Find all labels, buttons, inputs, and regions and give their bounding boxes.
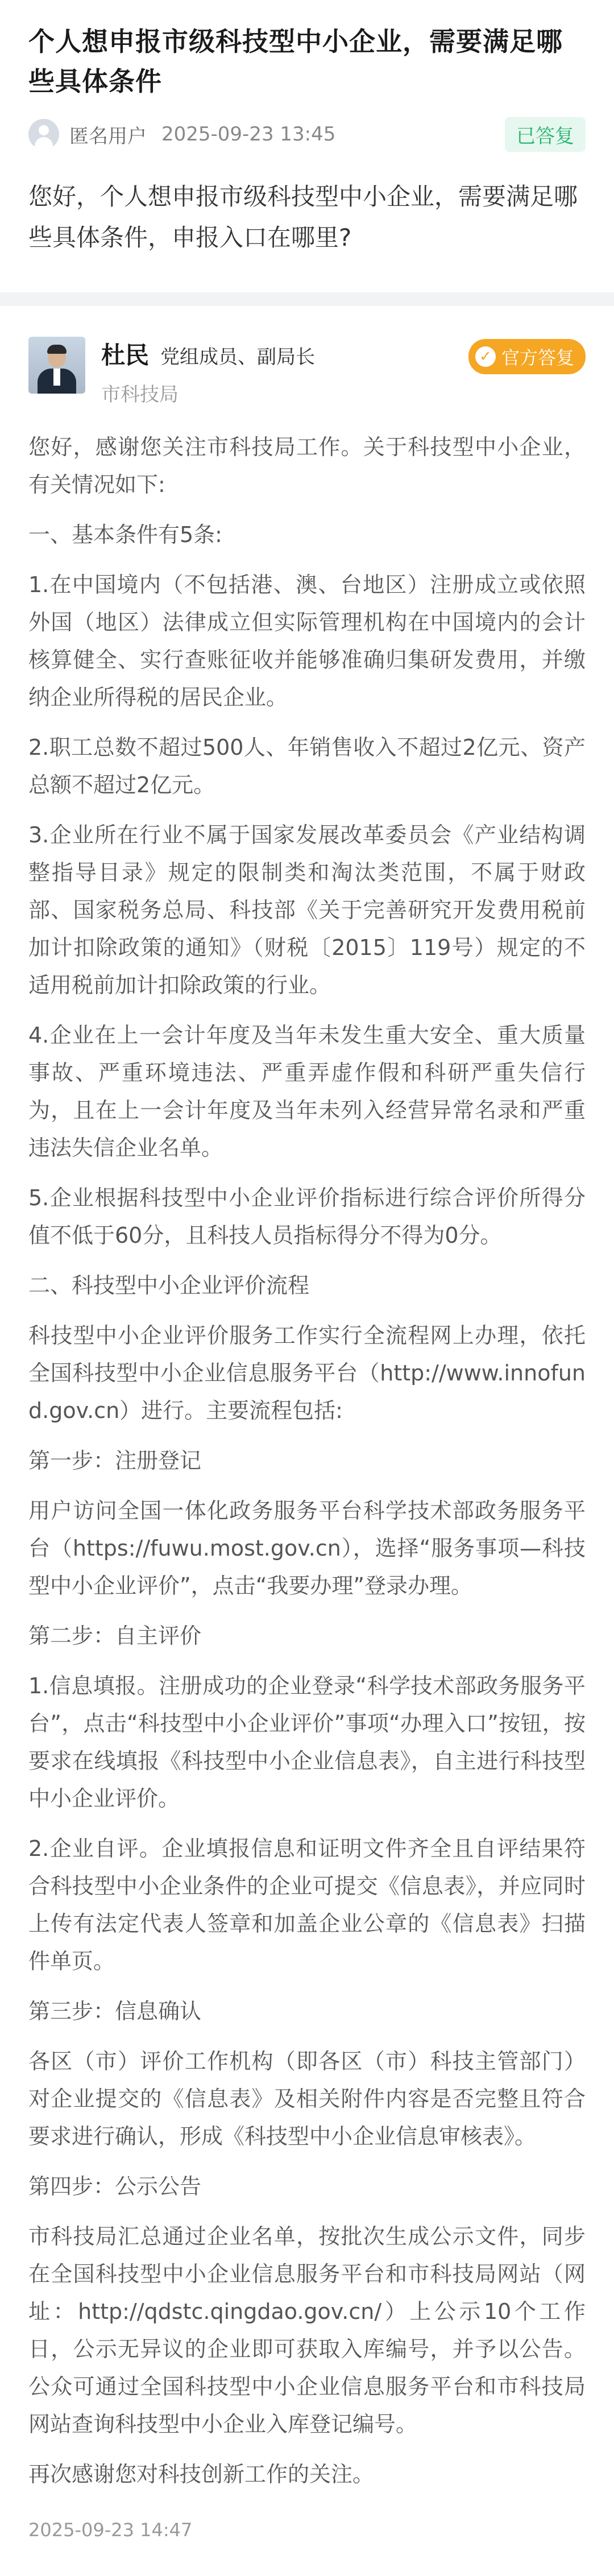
status-badge: 已答复 <box>505 117 586 152</box>
answer-paragraph: 一、基本条件有5条: <box>28 522 222 547</box>
official-badge-label: 官方答复 <box>501 347 574 369</box>
answer-paragraph: 5.企业根据科技型中小企业评价指标进行综合评价所得分值不低于60分，且科技人员指标得分不得为0分。 <box>28 1185 586 1248</box>
answer-paragraph: 科技型中小企业评价服务工作实行全流程网上办理，依托全国科技型中小企业信息服务平台（http://www.innofund.gov.cn）进行。主要流程包括: <box>28 1323 586 1423</box>
answer-paragraph: 4.企业在上一会计年度及当年未发生重大安全、重大质量事故、严重环境违法、严重弄虚作假和科研严重失信行为，且在上一会计年度及当年未列入经营异常名录和严重违法失信企业名单。 <box>28 1023 586 1160</box>
section-divider <box>0 292 614 306</box>
answer-paragraph: 第四步：公示公告 <box>28 2174 202 2199</box>
official-info <box>101 337 315 407</box>
answer-paragraph: 2.企业自评。企业填报信息和证明文件齐全且自评结果符合科技型中小企业条件的企业可提交《信息表》，并应同时上传有法定代表人签章和加盖企业公章的《信息表》扫描件单页。 <box>28 1836 586 1974</box>
official-name: 杜民 <box>101 341 150 369</box>
answer-paragraph: 市科技局汇总通过企业名单，按批次生成公示文件，同步在全国科技型中小企业信息服务平台和市科技局网站（网址：http://qdstc.qingdao.gov.cn/）上公示10个工作日，公示无异议的企业即可获取入库编号，并予以公告。公众可通过全国科技型中小企业信息服务平台和市科技局网站查询科技型中小企业入库登记编号。 <box>28 2224 586 2437</box>
answer-paragraph: 各区（市）评价工作机构（即各区（市）科技主管部门）对企业提交的《信息表》及相关附件内容是否完整且符合要求进行确认，形成《科技型中小企业信息审核表》。 <box>28 2049 586 2149</box>
question-user: 匿名用户 <box>69 125 147 148</box>
answer-paragraph: 第三步：信息确认 <box>28 1999 202 2024</box>
answer-paragraph: 第二步：自主评价 <box>28 1623 202 1648</box>
question-time: 2025-09-23 13:45 <box>161 123 336 146</box>
answer-content <box>28 428 586 2493</box>
question-title: 个人想申报市级科技型中小企业，需要满足哪些具体条件 <box>28 26 563 97</box>
answer-time: 2025-09-23 14:47 <box>28 2519 193 2541</box>
answer-paragraph: 再次感谢您对科技创新工作的关注。 <box>28 2462 375 2487</box>
answer-paragraph: 1.在中国境内（不包括港、澳、台地区）注册成立或依照外国（地区）法律成立但实际管理机构在中国境内的会计核算健全、实行查账征收并能够准确归集研发费用，并缴纳企业所得税的居民企业。 <box>28 572 586 710</box>
official-reply-badge <box>468 339 586 374</box>
official-title: 党组成员、副局长 <box>160 346 316 369</box>
answer-card <box>0 306 614 2576</box>
answer-paragraph: 您好，感谢您关注市科技局工作。关于科技型中小企业，有关情况如下: <box>28 435 586 497</box>
official-header <box>28 337 586 407</box>
answer-paragraph: 2.职工总数不超过500人、年销售收入不超过2亿元、资产总额不超过2亿元。 <box>28 735 586 797</box>
official-avatar[interactable] <box>28 337 85 394</box>
anonymous-user-icon <box>28 119 59 150</box>
question-meta <box>28 118 586 150</box>
question-card <box>0 0 614 292</box>
answer-paragraph: 二、科技型中小企业评价流程 <box>28 1273 310 1298</box>
check-icon: ✓ <box>475 346 496 367</box>
answer-paragraph: 1.信息填报。注册成功的企业登录“科学技术部政务服务平台”，点击“科技型中小企业评价”事项“办理入口”按钮，按要求在线填报《科技型中小企业信息表》，自主进行科技型中小企业评价。 <box>28 1673 586 1811</box>
answer-paragraph: 第一步：注册登记 <box>28 1448 202 1473</box>
question-body: 您好，个人想申报市级科技型中小企业，需要满足哪些具体条件，申报入口在哪里? <box>28 183 578 251</box>
answer-paragraph: 用户访问全国一体化政务服务平台科学技术部政务服务平台（https://fuwu.most.gov.cn），选择“服务事项—科技型中小企业评价”，点击“我要办理”登录办理。 <box>28 1498 586 1598</box>
answer-paragraph: 3.企业所在行业不属于国家发展改革委员会《产业结构调整指导目录》规定的限制类和淘汰类范围，不属于财政部、国家税务总局、科技部《关于完善研究开发费用税前加计扣除政策的通知》（财税〔2015〕119号）规定的不适用税前加计扣除政策的行业。 <box>28 822 586 998</box>
official-org: 市科技局 <box>101 383 179 406</box>
